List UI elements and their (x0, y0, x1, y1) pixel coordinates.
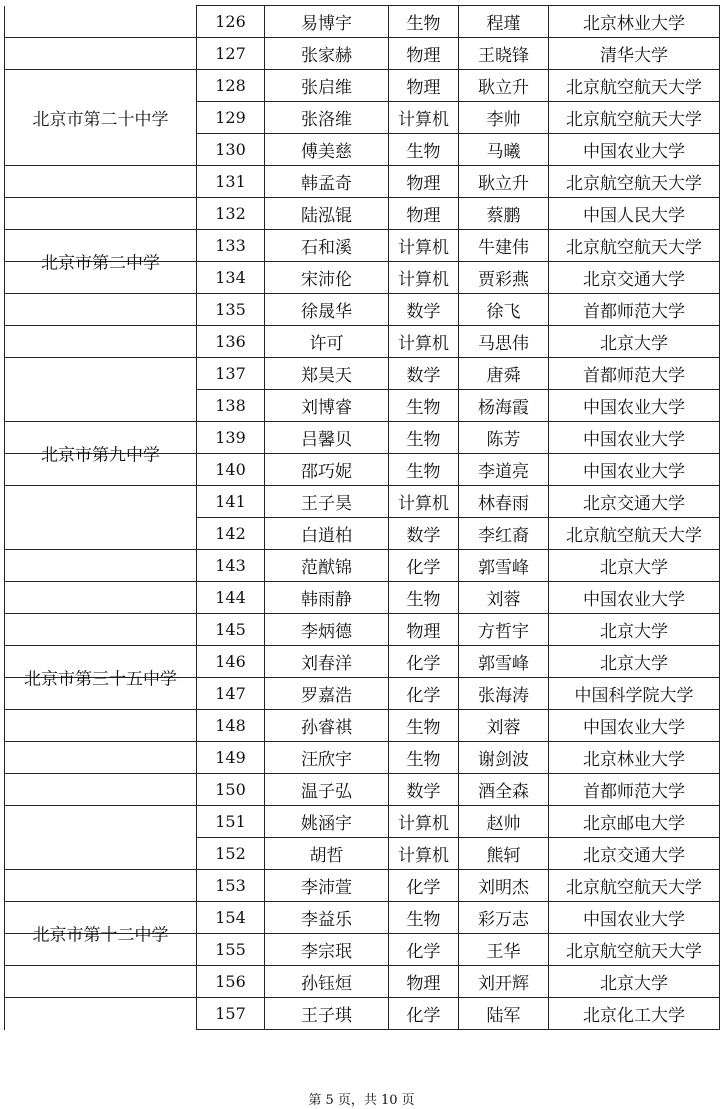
student-name-cell: 李沛萱 (265, 870, 389, 902)
table-row (5, 998, 720, 1030)
mentor-name-cell: 谢剑波 (459, 742, 549, 774)
student-name-cell: 孙钰烜 (265, 966, 389, 998)
university-cell: 北京交通大学 (549, 838, 720, 870)
row-number-cell: 149 (197, 742, 265, 774)
mentor-name-cell: 李红裔 (459, 518, 549, 550)
student-name-cell: 王子昊 (265, 486, 389, 518)
mentor-name-cell: 耿立升 (459, 166, 549, 198)
student-name-cell: 韩雨静 (265, 582, 389, 614)
school-cell: 北京市第二中学 (5, 230, 197, 262)
school-cell (5, 998, 197, 1030)
student-name-cell: 许可 (265, 326, 389, 358)
subject-cell: 计算机 (389, 838, 459, 870)
table-row (5, 742, 720, 774)
mentor-name-cell: 张海涛 (459, 678, 549, 710)
student-name-cell: 邵巧妮 (265, 454, 389, 486)
subject-cell: 物理 (389, 70, 459, 102)
university-cell: 中国农业大学 (549, 422, 720, 454)
university-cell: 北京化工大学 (549, 998, 720, 1030)
subject-cell: 化学 (389, 934, 459, 966)
school-cell (5, 294, 197, 326)
school-cell (5, 134, 197, 166)
table-row (5, 6, 720, 38)
school-cell (5, 774, 197, 806)
school-cell (5, 870, 197, 902)
row-number-cell: 152 (197, 838, 265, 870)
student-name-cell: 石和溪 (265, 230, 389, 262)
student-name-cell: 傅美慈 (265, 134, 389, 166)
subject-cell: 化学 (389, 870, 459, 902)
row-number-cell: 132 (197, 198, 265, 230)
university-cell: 首都师范大学 (549, 294, 720, 326)
university-cell: 中国农业大学 (549, 454, 720, 486)
school-cell (5, 710, 197, 742)
table-row (5, 966, 720, 998)
school-cell (5, 838, 197, 870)
student-name-cell: 张启维 (265, 70, 389, 102)
mentor-name-cell: 杨海霞 (459, 390, 549, 422)
subject-cell: 化学 (389, 678, 459, 710)
school-cell (5, 198, 197, 230)
mentor-name-cell: 陆军 (459, 998, 549, 1030)
mentor-name-cell: 马曦 (459, 134, 549, 166)
subject-cell: 生物 (389, 134, 459, 166)
row-number-cell: 150 (197, 774, 265, 806)
row-number-cell: 135 (197, 294, 265, 326)
university-cell: 中国农业大学 (549, 902, 720, 934)
student-name-cell: 易博宇 (265, 6, 389, 38)
university-cell: 首都师范大学 (549, 358, 720, 390)
table-row (5, 486, 720, 518)
mentor-name-cell: 贾彩燕 (459, 262, 549, 294)
student-name-cell: 刘春洋 (265, 646, 389, 678)
subject-cell: 生物 (389, 902, 459, 934)
row-number-cell: 139 (197, 422, 265, 454)
row-number-cell: 156 (197, 966, 265, 998)
subject-cell: 物理 (389, 38, 459, 70)
university-cell: 北京邮电大学 (549, 806, 720, 838)
mentor-name-cell: 徐飞 (459, 294, 549, 326)
mentor-name-cell: 蔡鹏 (459, 198, 549, 230)
student-name-cell: 陆泓锟 (265, 198, 389, 230)
subject-cell: 物理 (389, 966, 459, 998)
table-row (5, 134, 720, 166)
student-name-cell: 刘博睿 (265, 390, 389, 422)
student-name-cell: 韩孟奇 (265, 166, 389, 198)
subject-cell: 计算机 (389, 326, 459, 358)
subject-cell: 计算机 (389, 486, 459, 518)
row-number-cell: 137 (197, 358, 265, 390)
student-name-cell: 胡哲 (265, 838, 389, 870)
student-name-cell: 姚涵宇 (265, 806, 389, 838)
table-row (5, 806, 720, 838)
student-table (4, 5, 720, 1030)
mentor-name-cell: 李道亮 (459, 454, 549, 486)
school-cell (5, 742, 197, 774)
mentor-name-cell: 酒全森 (459, 774, 549, 806)
school-cell (5, 550, 197, 582)
subject-cell: 生物 (389, 390, 459, 422)
row-number-cell: 155 (197, 934, 265, 966)
table-row (5, 550, 720, 582)
school-cell (5, 806, 197, 838)
row-number-cell: 157 (197, 998, 265, 1030)
table-row (5, 230, 720, 262)
subject-cell: 计算机 (389, 262, 459, 294)
subject-cell: 数学 (389, 358, 459, 390)
student-name-cell: 范猷锦 (265, 550, 389, 582)
mentor-name-cell: 赵帅 (459, 806, 549, 838)
row-number-cell: 127 (197, 38, 265, 70)
school-cell (5, 6, 197, 38)
university-cell: 北京航空航天大学 (549, 934, 720, 966)
university-cell: 中国农业大学 (549, 390, 720, 422)
mentor-name-cell: 熊轲 (459, 838, 549, 870)
university-cell: 北京交通大学 (549, 486, 720, 518)
university-cell: 北京航空航天大学 (549, 70, 720, 102)
university-cell: 北京大学 (549, 646, 720, 678)
row-number-cell: 129 (197, 102, 265, 134)
table-row (5, 518, 720, 550)
student-name-cell: 罗嘉浩 (265, 678, 389, 710)
mentor-name-cell: 方哲宇 (459, 614, 549, 646)
row-number-cell: 144 (197, 582, 265, 614)
university-cell: 北京航空航天大学 (549, 870, 720, 902)
table-row (5, 422, 720, 454)
student-name-cell: 吕馨贝 (265, 422, 389, 454)
row-number-cell: 151 (197, 806, 265, 838)
table-row (5, 358, 720, 390)
student-name-cell: 徐晟华 (265, 294, 389, 326)
university-cell: 北京航空航天大学 (549, 230, 720, 262)
page-footer: 第 5 页，共 10 页 (308, 1093, 415, 1108)
row-number-cell: 142 (197, 518, 265, 550)
row-number-cell: 143 (197, 550, 265, 582)
subject-cell: 计算机 (389, 806, 459, 838)
university-cell: 首都师范大学 (549, 774, 720, 806)
table-row (5, 774, 720, 806)
school-cell (5, 966, 197, 998)
mentor-name-cell: 刘蓉 (459, 582, 549, 614)
mentor-name-cell: 林春雨 (459, 486, 549, 518)
student-name-cell: 温子弘 (265, 774, 389, 806)
student-name-cell: 李宗珉 (265, 934, 389, 966)
mentor-name-cell: 刘蓉 (459, 710, 549, 742)
school-cell (5, 166, 197, 198)
mentor-name-cell: 郭雪峰 (459, 646, 549, 678)
school-cell: 北京市第三十五中学 (5, 646, 197, 678)
subject-cell: 计算机 (389, 230, 459, 262)
university-cell: 中国农业大学 (549, 710, 720, 742)
row-number-cell: 141 (197, 486, 265, 518)
mentor-name-cell: 刘明杰 (459, 870, 549, 902)
mentor-name-cell: 彩万志 (459, 902, 549, 934)
row-number-cell: 136 (197, 326, 265, 358)
university-cell: 北京航空航天大学 (549, 102, 720, 134)
university-cell: 北京林业大学 (549, 6, 720, 38)
student-name-cell: 李炳德 (265, 614, 389, 646)
school-cell (5, 486, 197, 518)
school-cell: 北京市第二十中学 (5, 102, 197, 134)
subject-cell: 物理 (389, 166, 459, 198)
row-number-cell: 126 (197, 6, 265, 38)
row-number-cell: 148 (197, 710, 265, 742)
subject-cell: 物理 (389, 198, 459, 230)
subject-cell: 计算机 (389, 102, 459, 134)
table-row (5, 198, 720, 230)
table-row (5, 38, 720, 70)
row-number-cell: 146 (197, 646, 265, 678)
mentor-name-cell: 郭雪峰 (459, 550, 549, 582)
row-number-cell: 133 (197, 230, 265, 262)
row-number-cell: 134 (197, 262, 265, 294)
university-cell: 北京大学 (549, 614, 720, 646)
row-number-cell: 140 (197, 454, 265, 486)
table-row (5, 326, 720, 358)
row-number-cell: 153 (197, 870, 265, 902)
table-row (5, 70, 720, 102)
row-number-cell: 147 (197, 678, 265, 710)
table-row (5, 102, 720, 134)
student-name-cell: 张家赫 (265, 38, 389, 70)
school-cell (5, 614, 197, 646)
university-cell: 北京大学 (549, 550, 720, 582)
mentor-name-cell: 程瑾 (459, 6, 549, 38)
subject-cell: 数学 (389, 518, 459, 550)
subject-cell: 生物 (389, 710, 459, 742)
university-cell: 中国农业大学 (549, 582, 720, 614)
student-name-cell: 宋沛伦 (265, 262, 389, 294)
mentor-name-cell: 唐舜 (459, 358, 549, 390)
row-number-cell: 138 (197, 390, 265, 422)
school-cell (5, 326, 197, 358)
student-name-cell: 汪欣宇 (265, 742, 389, 774)
subject-cell: 生物 (389, 422, 459, 454)
mentor-name-cell: 马思伟 (459, 326, 549, 358)
student-name-cell: 张洛维 (265, 102, 389, 134)
table-row (5, 870, 720, 902)
table-row (5, 710, 720, 742)
table-row (5, 582, 720, 614)
school-cell (5, 358, 197, 390)
student-name-cell: 李益乐 (265, 902, 389, 934)
university-cell: 中国人民大学 (549, 198, 720, 230)
subject-cell: 生物 (389, 454, 459, 486)
school-cell (5, 390, 197, 422)
university-cell: 北京大学 (549, 966, 720, 998)
subject-cell: 生物 (389, 582, 459, 614)
mentor-name-cell: 王华 (459, 934, 549, 966)
mentor-name-cell: 李帅 (459, 102, 549, 134)
student-name-cell: 郑昊天 (265, 358, 389, 390)
student-name-cell: 王子琪 (265, 998, 389, 1030)
university-cell: 北京林业大学 (549, 742, 720, 774)
row-number-cell: 128 (197, 70, 265, 102)
university-cell: 中国农业大学 (549, 134, 720, 166)
row-number-cell: 131 (197, 166, 265, 198)
mentor-name-cell: 王晓锋 (459, 38, 549, 70)
university-cell: 北京交通大学 (549, 262, 720, 294)
row-number-cell: 154 (197, 902, 265, 934)
mentor-name-cell: 耿立升 (459, 70, 549, 102)
row-number-cell: 145 (197, 614, 265, 646)
subject-cell: 数学 (389, 774, 459, 806)
subject-cell: 化学 (389, 550, 459, 582)
university-cell: 北京航空航天大学 (549, 166, 720, 198)
school-cell (5, 582, 197, 614)
school-cell (5, 38, 197, 70)
table-row (5, 838, 720, 870)
school-cell: 北京市第十二中学 (5, 902, 197, 934)
subject-cell: 化学 (389, 998, 459, 1030)
university-cell: 北京航空航天大学 (549, 518, 720, 550)
university-cell: 北京大学 (549, 326, 720, 358)
student-name-cell: 孙睿祺 (265, 710, 389, 742)
mentor-name-cell: 刘开辉 (459, 966, 549, 998)
subject-cell: 生物 (389, 6, 459, 38)
school-cell (5, 70, 197, 102)
table-row (5, 294, 720, 326)
university-cell: 清华大学 (549, 38, 720, 70)
student-table-body (5, 6, 720, 1030)
mentor-name-cell: 陈芳 (459, 422, 549, 454)
subject-cell: 生物 (389, 742, 459, 774)
table-row (5, 614, 720, 646)
university-cell: 中国科学院大学 (549, 678, 720, 710)
school-cell (5, 518, 197, 550)
table-row (5, 390, 720, 422)
subject-cell: 数学 (389, 294, 459, 326)
table-row (5, 166, 720, 198)
school-cell: 北京市第九中学 (5, 422, 197, 454)
table-row (5, 646, 720, 678)
subject-cell: 化学 (389, 646, 459, 678)
mentor-name-cell: 牛建伟 (459, 230, 549, 262)
subject-cell: 物理 (389, 614, 459, 646)
row-number-cell: 130 (197, 134, 265, 166)
student-name-cell: 白逍柏 (265, 518, 389, 550)
table-row (5, 902, 720, 934)
